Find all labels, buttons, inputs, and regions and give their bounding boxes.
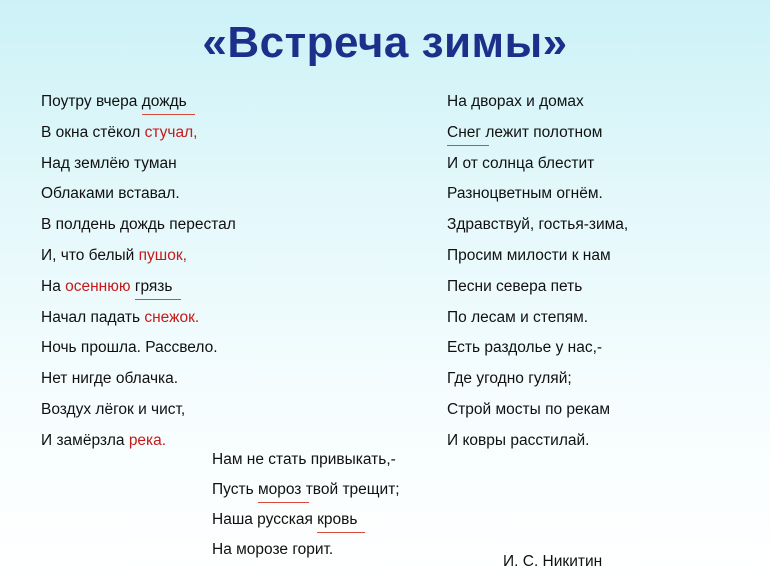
poem-text: В полдень дождь перестал (41, 216, 236, 234)
poem-line (447, 364, 628, 395)
poem-line (447, 241, 628, 272)
poem-column-left (41, 87, 236, 457)
poem-text: Где угодно гуляй; (447, 370, 572, 388)
poem-line (447, 395, 628, 426)
poem-line (41, 303, 236, 334)
poem-text: Воздух лёгок и чист, (41, 400, 186, 418)
poem-line (447, 426, 628, 457)
poem-text: Нам не стать привыкать,- (212, 451, 396, 468)
poem-line (41, 179, 236, 210)
poem-text: Ночь прошла. Рассвело. (41, 339, 218, 357)
poem-text: В окна стёкол (41, 123, 145, 141)
poem-text: И ковры расстилай. (447, 431, 590, 449)
poem-text: Просим милости к нам (447, 246, 611, 264)
poem-text: Пусть (212, 481, 258, 498)
poem-text: Наша русская (212, 511, 318, 528)
poem-line (447, 303, 628, 334)
poem-text: Песни севера петь (447, 277, 583, 295)
poem-line (41, 210, 236, 241)
underlined-word: Снег (447, 123, 482, 141)
poem-text: Строй мосты по рекам (447, 400, 611, 418)
underlined-word: грязь (134, 277, 173, 295)
poem-text: И от солнца блестит (447, 154, 595, 172)
poem-line (41, 272, 236, 303)
poem-line (41, 364, 236, 395)
poem-column-right (447, 87, 628, 457)
poem-line (447, 333, 628, 364)
poem-text: Поутру вчера (41, 93, 142, 110)
poem-text: Облаками вставал. (41, 185, 180, 203)
underlined-word: кровь (317, 511, 358, 528)
poem-line (447, 272, 628, 303)
poem-line (212, 445, 400, 475)
underlined-word: мороз (257, 481, 302, 498)
highlighted-word: пушок, (138, 246, 187, 264)
poem-line (41, 118, 236, 149)
poem-title: «Встреча зимы» (202, 18, 568, 67)
poem-line (447, 118, 628, 149)
poem-line (447, 179, 628, 210)
underlined-word: дождь (141, 93, 187, 110)
highlighted-word: стучал, (144, 123, 198, 141)
poem-line (41, 87, 236, 118)
poem-line (41, 333, 236, 364)
poem-text: Разноцветным огнём. (447, 185, 603, 203)
poem-text: На дворах и домах (447, 93, 584, 110)
poem-line (212, 535, 400, 565)
poem-line (447, 149, 628, 180)
poem-text: Есть раздолье у нас,- (447, 339, 603, 357)
poem-column-bottom (212, 445, 400, 565)
poem-author: И. С. Никитин (503, 553, 603, 570)
poem-text: твой трещит; (301, 481, 400, 498)
poem-text: Нет нигде облачка. (41, 370, 179, 388)
poem-text: лежит полотном (481, 123, 603, 141)
poem-line (212, 505, 400, 535)
poem-line (41, 241, 236, 272)
poem-line (447, 87, 628, 118)
poem-line (41, 426, 236, 457)
poem-line (447, 210, 628, 241)
poem-text: Над землёю туман (41, 154, 177, 172)
poem-text: Начал падать (41, 308, 145, 326)
poem-text: На (41, 277, 66, 295)
poem-text: На морозе горит. (212, 541, 334, 558)
poem-text: И, что белый (41, 246, 139, 264)
poem-line (41, 395, 236, 426)
highlighted-word: осеннюю (65, 277, 131, 295)
highlighted-word: река. (128, 431, 167, 449)
poem-text: И замёрзла (41, 431, 129, 449)
poem-text: По лесам и степям. (447, 308, 589, 326)
poem-line (212, 475, 400, 505)
poem-line (41, 149, 236, 180)
highlighted-word: снежок. (144, 308, 200, 326)
poem-text: Здравствуй, гостья-зима, (447, 216, 629, 234)
